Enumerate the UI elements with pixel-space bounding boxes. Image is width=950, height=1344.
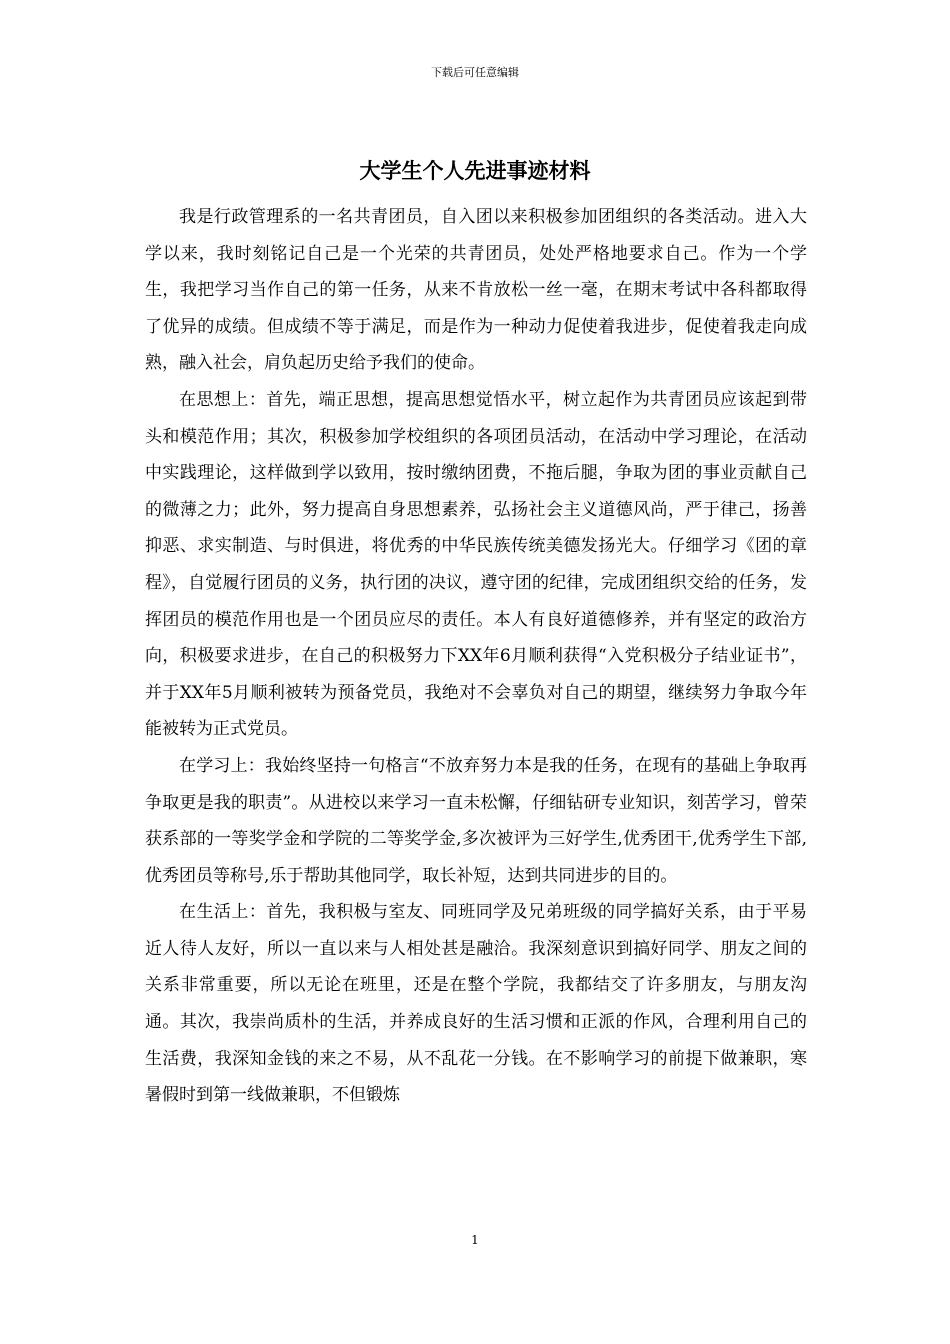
paragraph-study: 在学习上：我始终坚持一句格言“不放弃努力本是我的任务，在现有的基础上争取再争取更是我的职责”。从进校以来学习一直未松懈，仔细钻研专业知识，刻苦学习，曾荣获系部的一等奖学金和学院的二等奖学金,多次被评为三好学生,优秀团干,优秀学生下部,优秀团员等称号,乐于帮助其他同学，取长补短，达到共同进步的目的。 [145, 755, 807, 886]
page-header: 下载后可任意编辑 [431, 66, 519, 79]
paragraph-ideology: 在思想上：首先，端正思想，提高思想觉悟水平，树立起作为共青团员应该起到带头和模范作用；其次，积极参加学校组织的各项团员活动，在活动中学习理论，在活动中实践理论，这样做到学以致用，按时缴纳团费，不拖后腿，争取为团的事业贡献自己的微薄之力；此外，努力提高自身思想素养，弘扬社会主义道德风尚，严于律己，扬善抑恶、求实制造、与时俱进，将优秀的中华民族传统美德发扬光大。仔细学习《团的章程》，自觉履行团员的义务，执行团的决议，遵守团的纪律，完成团组织交给的任务，发挥团员的模范作用也是一个团员应尽的责任。本人有良好道德修养，并有坚定的政治方向，积极要求进步，在自己的积极努力下XX年6月顺利获得“入党积极分子结业证书”，并于XX年5月顺利被转为预备党员，我绝对不会辜负对自己的期望，继续努力争取今年能被转为正式党员。 [145, 389, 807, 740]
page-number: 1 [471, 1233, 479, 1247]
document-title: 大学生个人先进事迹材料 [359, 159, 591, 183]
paragraph-life: 在生活上：首先，我积极与室友、同班同学及兄弟班级的同学搞好关系，由于平易近人待人友好，所以一直以来与人相处甚是融洽。我深刻意识到搞好同学、朋友之间的关系非常重要，所以无论在班里，还是在整个学院，我都结交了许多朋友，与朋友沟通。其次，我崇尚质朴的生活，并养成良好的生活习惯和正派的作风，合理利用自己的生活费，我深知金钱的来之不易，从不乱花一分钱。在不影响学习的前提下做兼职，寒暑假时到第一线做兼职，不但锻炼 [145, 902, 807, 1106]
paragraph-intro: 我是行政管理系的一名共青团员，自入团以来积极参加团组织的各类活动。进入大学以来，我时刻铭记自己是一个光荣的共青团员，处处严格地要求自己。作为一个学生，我把学习当作自己的第一任务，从来不肯放松一丝一毫，在期末考试中各科都取得了优异的成绩。但成绩不等于满足，而是作为一种动力促使着我进步，促使着我走向成熟，融入社会，肩负起历史给予我们的使命。 [145, 207, 807, 374]
document-body [145, 199, 807, 1114]
